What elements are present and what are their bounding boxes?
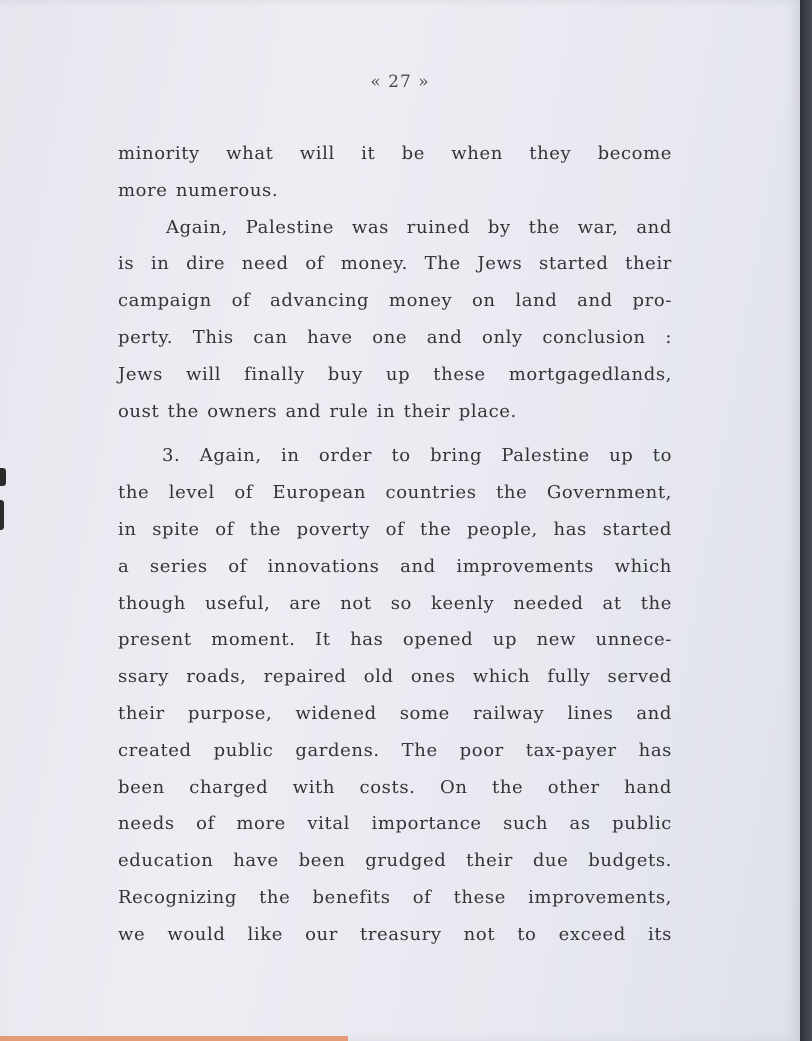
text-line: the level of European countries the Government,: [118, 482, 672, 504]
text-line: campaign of advancing money on land and pro-: [118, 290, 672, 312]
text-line: a series of innovations and improvements which: [118, 555, 672, 577]
text-line: more numerous.: [118, 179, 279, 201]
text-line: minority what will it be when they become: [118, 143, 672, 164]
text-line: Again, Palestine was ruined by the war, and: [166, 216, 672, 238]
bottom-edge-bar: [0, 1036, 348, 1041]
text-line: Jews will finally buy up these mortgagedlands,: [118, 363, 672, 385]
text-line: needs of more vital importance such as public: [118, 813, 672, 835]
paragraph-gap: [118, 430, 672, 438]
text-line: though useful, are not so keenly needed at the: [118, 592, 672, 614]
text-line: is in dire need of money. The Jews started their: [118, 253, 672, 275]
text-line: perty. This can have one and only conclusion :: [118, 326, 672, 348]
page-edge-shadow: [800, 0, 812, 1041]
text-line: 3. Again, in order to bring Palestine up to: [162, 445, 672, 467]
binding-mark: [0, 468, 6, 486]
text-line: oust the owners and rule in their place.: [118, 400, 517, 422]
page-number: « 27 »: [370, 72, 430, 92]
text-line: their purpose, widened some railway lines and: [118, 702, 672, 724]
binding-mark: [0, 500, 4, 530]
text-line: ssary roads, repaired old ones which fully served: [118, 666, 672, 688]
text-line: created public gardens. The poor tax-payer has: [118, 739, 672, 761]
text-line: present moment. It has opened up new unnece-: [118, 629, 672, 651]
text-line: education have been grudged their due budgets.: [118, 850, 672, 872]
text-line: we would like our treasury not to exceed its: [118, 923, 672, 945]
text-line: in spite of the poverty of the people, has started: [118, 518, 672, 540]
body-text: [118, 136, 672, 954]
text-line: Recognizing the benefits of these improvements,: [118, 886, 672, 908]
text-line: been charged with costs. On the other hand: [118, 776, 672, 798]
